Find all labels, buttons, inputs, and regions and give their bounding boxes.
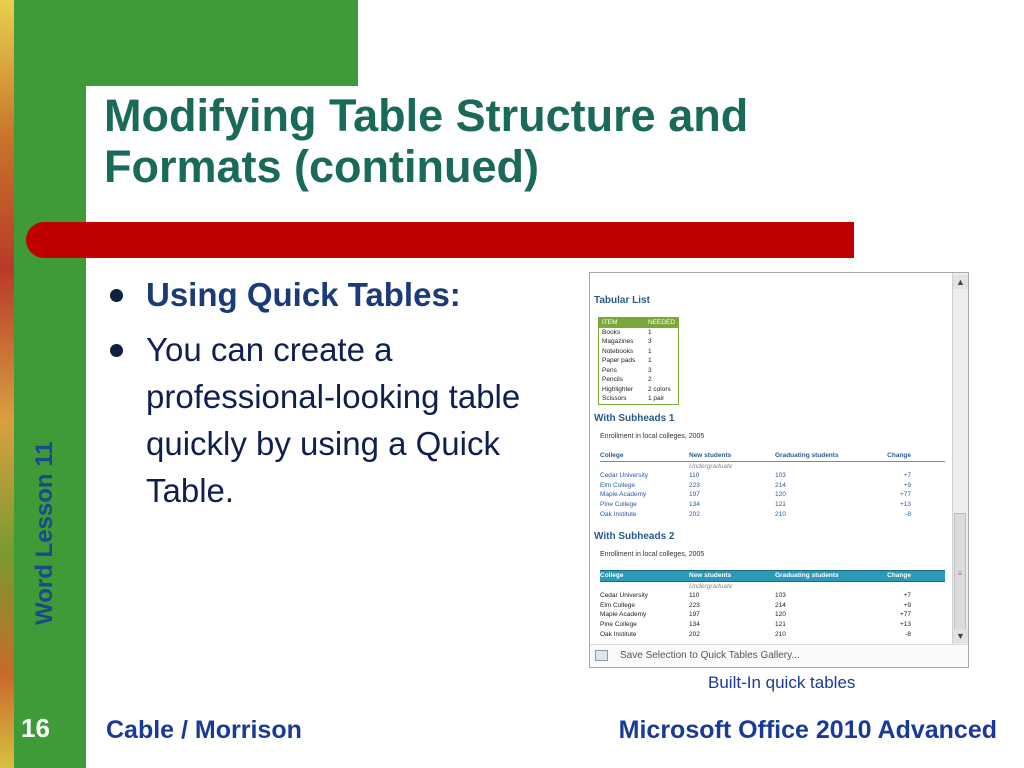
slide-title: Modifying Table Structure and Formats (continued): [104, 90, 749, 192]
table-row: [599, 366, 678, 376]
gallery-item-subheads1-subtitle: Enrollment in local colleges, 2005: [600, 433, 705, 440]
table-row: [599, 375, 678, 385]
table-cell: 121: [775, 620, 786, 628]
table-cell: 103: [775, 592, 786, 600]
table-row: [600, 471, 945, 481]
gallery-item-subheads2-heading[interactable]: With Subheads 2: [594, 531, 675, 542]
footer-course-title: Microsoft Office 2010 Advanced: [618, 716, 997, 744]
table-subhead: Undergraduate: [689, 462, 733, 470]
table-cell: 110: [689, 592, 700, 600]
table-row: [599, 356, 678, 366]
table-cell: Pens: [602, 366, 617, 374]
table-cell: 2 colors: [648, 385, 671, 393]
table-cell: +7: [903, 472, 911, 480]
table-cell: Pine College: [600, 620, 637, 628]
table-cell: +9: [903, 601, 911, 609]
gallery-item-subheads1-heading[interactable]: With Subheads 1: [594, 413, 675, 424]
table-cell: 1 pair: [648, 395, 665, 402]
table-cell: Maple Academy: [600, 491, 647, 499]
table-cell: +13: [899, 620, 911, 628]
table-row: [599, 394, 678, 404]
table-row: [600, 591, 945, 601]
table-header: College New students Graduating students Change: [600, 570, 945, 582]
table-cell: 2: [648, 376, 652, 383]
table-cell: 210: [775, 630, 786, 638]
table-save-icon: [595, 650, 608, 661]
table-cell: 110: [689, 472, 700, 480]
table-cell: 223: [689, 481, 700, 489]
table-row: [600, 601, 945, 611]
bullet-item: You can create a professional-looking table quickly by using a Quick Table.: [106, 326, 566, 514]
table-cell: +13: [899, 500, 911, 508]
table-cell: 202: [689, 510, 700, 518]
table-cell: Paper pads: [602, 357, 636, 364]
table-cell: Cedar University: [600, 592, 649, 600]
table-row: [599, 347, 678, 357]
side-label: Word Lesson 11: [31, 441, 58, 625]
gallery-item-subheads2[interactable]: [600, 570, 945, 639]
scroll-thumb[interactable]: ≡: [954, 513, 966, 633]
figure-caption: Built-In quick tables: [708, 673, 856, 692]
table-cell: Pine College: [600, 500, 637, 508]
bullet-item: Using Quick Tables:: [106, 272, 566, 318]
table-cell: +77: [899, 491, 911, 499]
table-cell: 3: [648, 338, 652, 345]
table-cell: 214: [775, 601, 786, 609]
table-cell: Scissors: [602, 395, 627, 402]
table-cell: 120: [775, 491, 786, 499]
table-cell: Elm College: [600, 601, 636, 609]
table-cell: Elm College: [600, 481, 636, 489]
table-cell: Cedar University: [600, 472, 649, 480]
scroll-up-arrow-icon[interactable]: ▲: [953, 275, 968, 289]
table-cell: 197: [689, 491, 700, 499]
table-cell: 1: [648, 347, 652, 355]
green-side-band: [14, 0, 86, 768]
table-cell: 1: [648, 328, 652, 336]
table-cell: 120: [775, 611, 786, 619]
table-row: [600, 510, 945, 520]
table-cell: Pencils: [602, 376, 623, 383]
table-cell: 103: [775, 472, 786, 480]
table-row: [600, 620, 945, 630]
table-cell: +9: [903, 481, 911, 489]
table-cell: 197: [689, 611, 700, 619]
table-cell: Magazines: [602, 338, 634, 345]
table-cell: -8: [905, 630, 911, 638]
gallery-item-tabular-list[interactable]: [598, 317, 679, 405]
table-cell: 121: [775, 500, 786, 508]
table-cell: Highlighter: [602, 385, 634, 393]
gallery-item-subheads2-subtitle: Enrollment in local colleges, 2005: [600, 551, 705, 558]
table-cell: 134: [689, 500, 700, 508]
table-row: [600, 630, 945, 640]
table-cell: +7: [903, 592, 911, 600]
table-row: [599, 337, 678, 347]
footer-authors: Cable / Morrison: [106, 716, 302, 744]
table-cell: Notebooks: [602, 347, 634, 355]
table-cell: Oak Institute: [600, 630, 637, 638]
gallery-item-tabular-list-heading[interactable]: Tabular List: [594, 295, 650, 306]
table-row: [599, 328, 678, 338]
table-cell: 3: [648, 366, 652, 374]
gallery-item-subheads1[interactable]: [600, 451, 945, 519]
table-cell: Books: [602, 328, 621, 336]
table-cell: +77: [899, 611, 911, 619]
table-row: [600, 481, 945, 491]
table-cell: 202: [689, 630, 700, 638]
table-cell: 214: [775, 481, 786, 489]
table-row: [599, 385, 678, 395]
table-cell: 223: [689, 601, 700, 609]
table-cell: 210: [775, 510, 786, 518]
table-cell: Maple Academy: [600, 611, 647, 619]
table-header: College New students Graduating students Change: [600, 451, 945, 462]
table-cell: 1: [648, 357, 652, 364]
table-row: [600, 500, 945, 510]
table-subhead: Undergraduate: [689, 582, 733, 590]
scroll-down-arrow-icon[interactable]: ▼: [953, 629, 968, 643]
table-header: ITEM NEEDED: [599, 318, 678, 328]
gallery-scrollbar[interactable]: [952, 273, 968, 645]
page-number: 16: [21, 713, 50, 743]
green-top-band: [14, 0, 358, 86]
table-cell: -8: [905, 510, 911, 518]
bullet-list: [106, 272, 566, 514]
decorative-side-strip: [0, 0, 14, 768]
red-accent-bar: [26, 222, 854, 258]
table-row: [600, 610, 945, 620]
save-selection-label: Save Selection to Quick Tables Gallery...: [620, 650, 800, 661]
save-selection-button[interactable]: [590, 644, 968, 667]
table-cell: Oak Institute: [600, 510, 637, 518]
table-cell: 134: [689, 620, 700, 628]
table-row: [600, 490, 945, 500]
quick-tables-gallery[interactable]: [589, 272, 969, 668]
